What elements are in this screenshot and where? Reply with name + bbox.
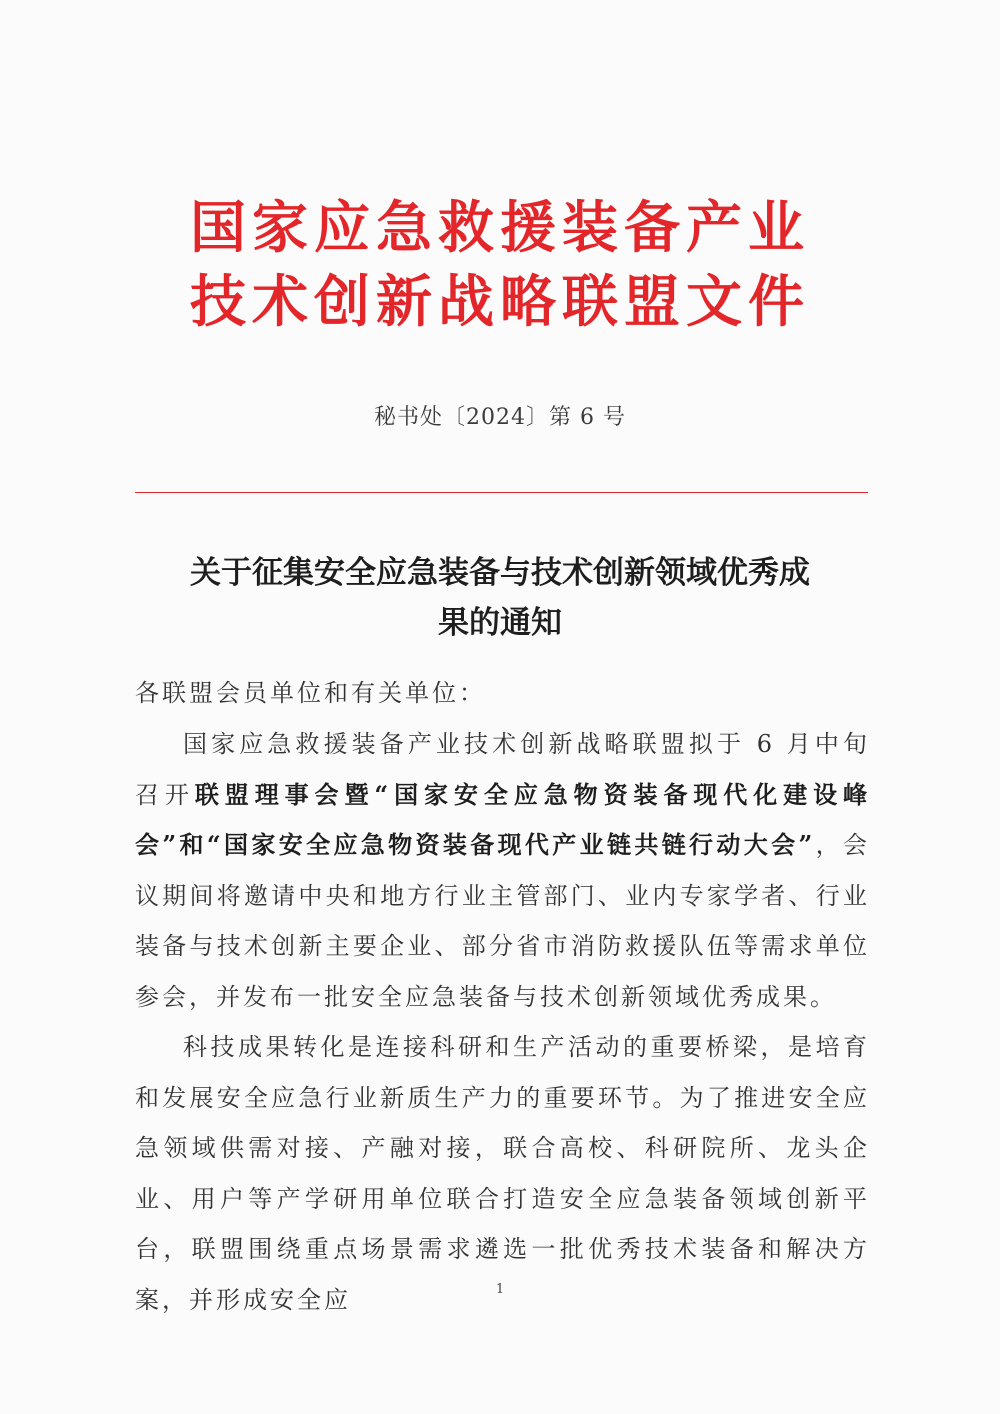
paragraph-1-closing: ，会议期间将邀请中央和地方行业主管部门、业内专家学者、行业装备与技术创新主要企业、部分省市消防救援队伍等需求单位参会，并发布一批安全应急装备与技术创新领域优秀成果。 — [135, 831, 870, 1011]
paragraph-2: 科技成果转化是连接科研和生产活动的重要桥梁，是培育和发展安全应急行业新质生产力的重要环节。为了推进安全应急领域供需对接、产融对接，联合高校、科研院所、龙头企业、用户等产学研用单位联合打造安全应急装备领域创新平台，联盟围绕重点场景需求遴选一批优秀技术装备和解决方案，并形成安全应 — [135, 1033, 870, 1314]
document-header-line-1: 国家应急救援装备产业 — [190, 196, 810, 261]
salutation: 各联盟会员单位和有关单位： — [135, 679, 486, 707]
notice-title-line-2: 果的通知 — [438, 605, 562, 641]
notice-title-line-1: 关于征集安全应急装备与技术创新领域优秀成 — [190, 555, 810, 591]
page-number: 1 — [495, 1282, 505, 1297]
paragraph-1 — [135, 719, 870, 1022]
paragraph-1-opening: 国家应急救援装备产业技术创新战略联盟拟于 6 月中旬召开 — [135, 730, 870, 809]
document-number: 秘书处〔2024〕第 6 号 — [374, 405, 626, 430]
document-header-line-2: 技术创新战略联盟文件 — [190, 270, 810, 335]
notice-title — [120, 548, 880, 648]
paragraph-1-bold-events: 联盟理事会暨“国家安全应急物资装备现代化建设峰会”和“国家安全应急物资装备现代产业链共链行动大会” — [135, 779, 871, 859]
red-divider-line — [135, 492, 868, 493]
